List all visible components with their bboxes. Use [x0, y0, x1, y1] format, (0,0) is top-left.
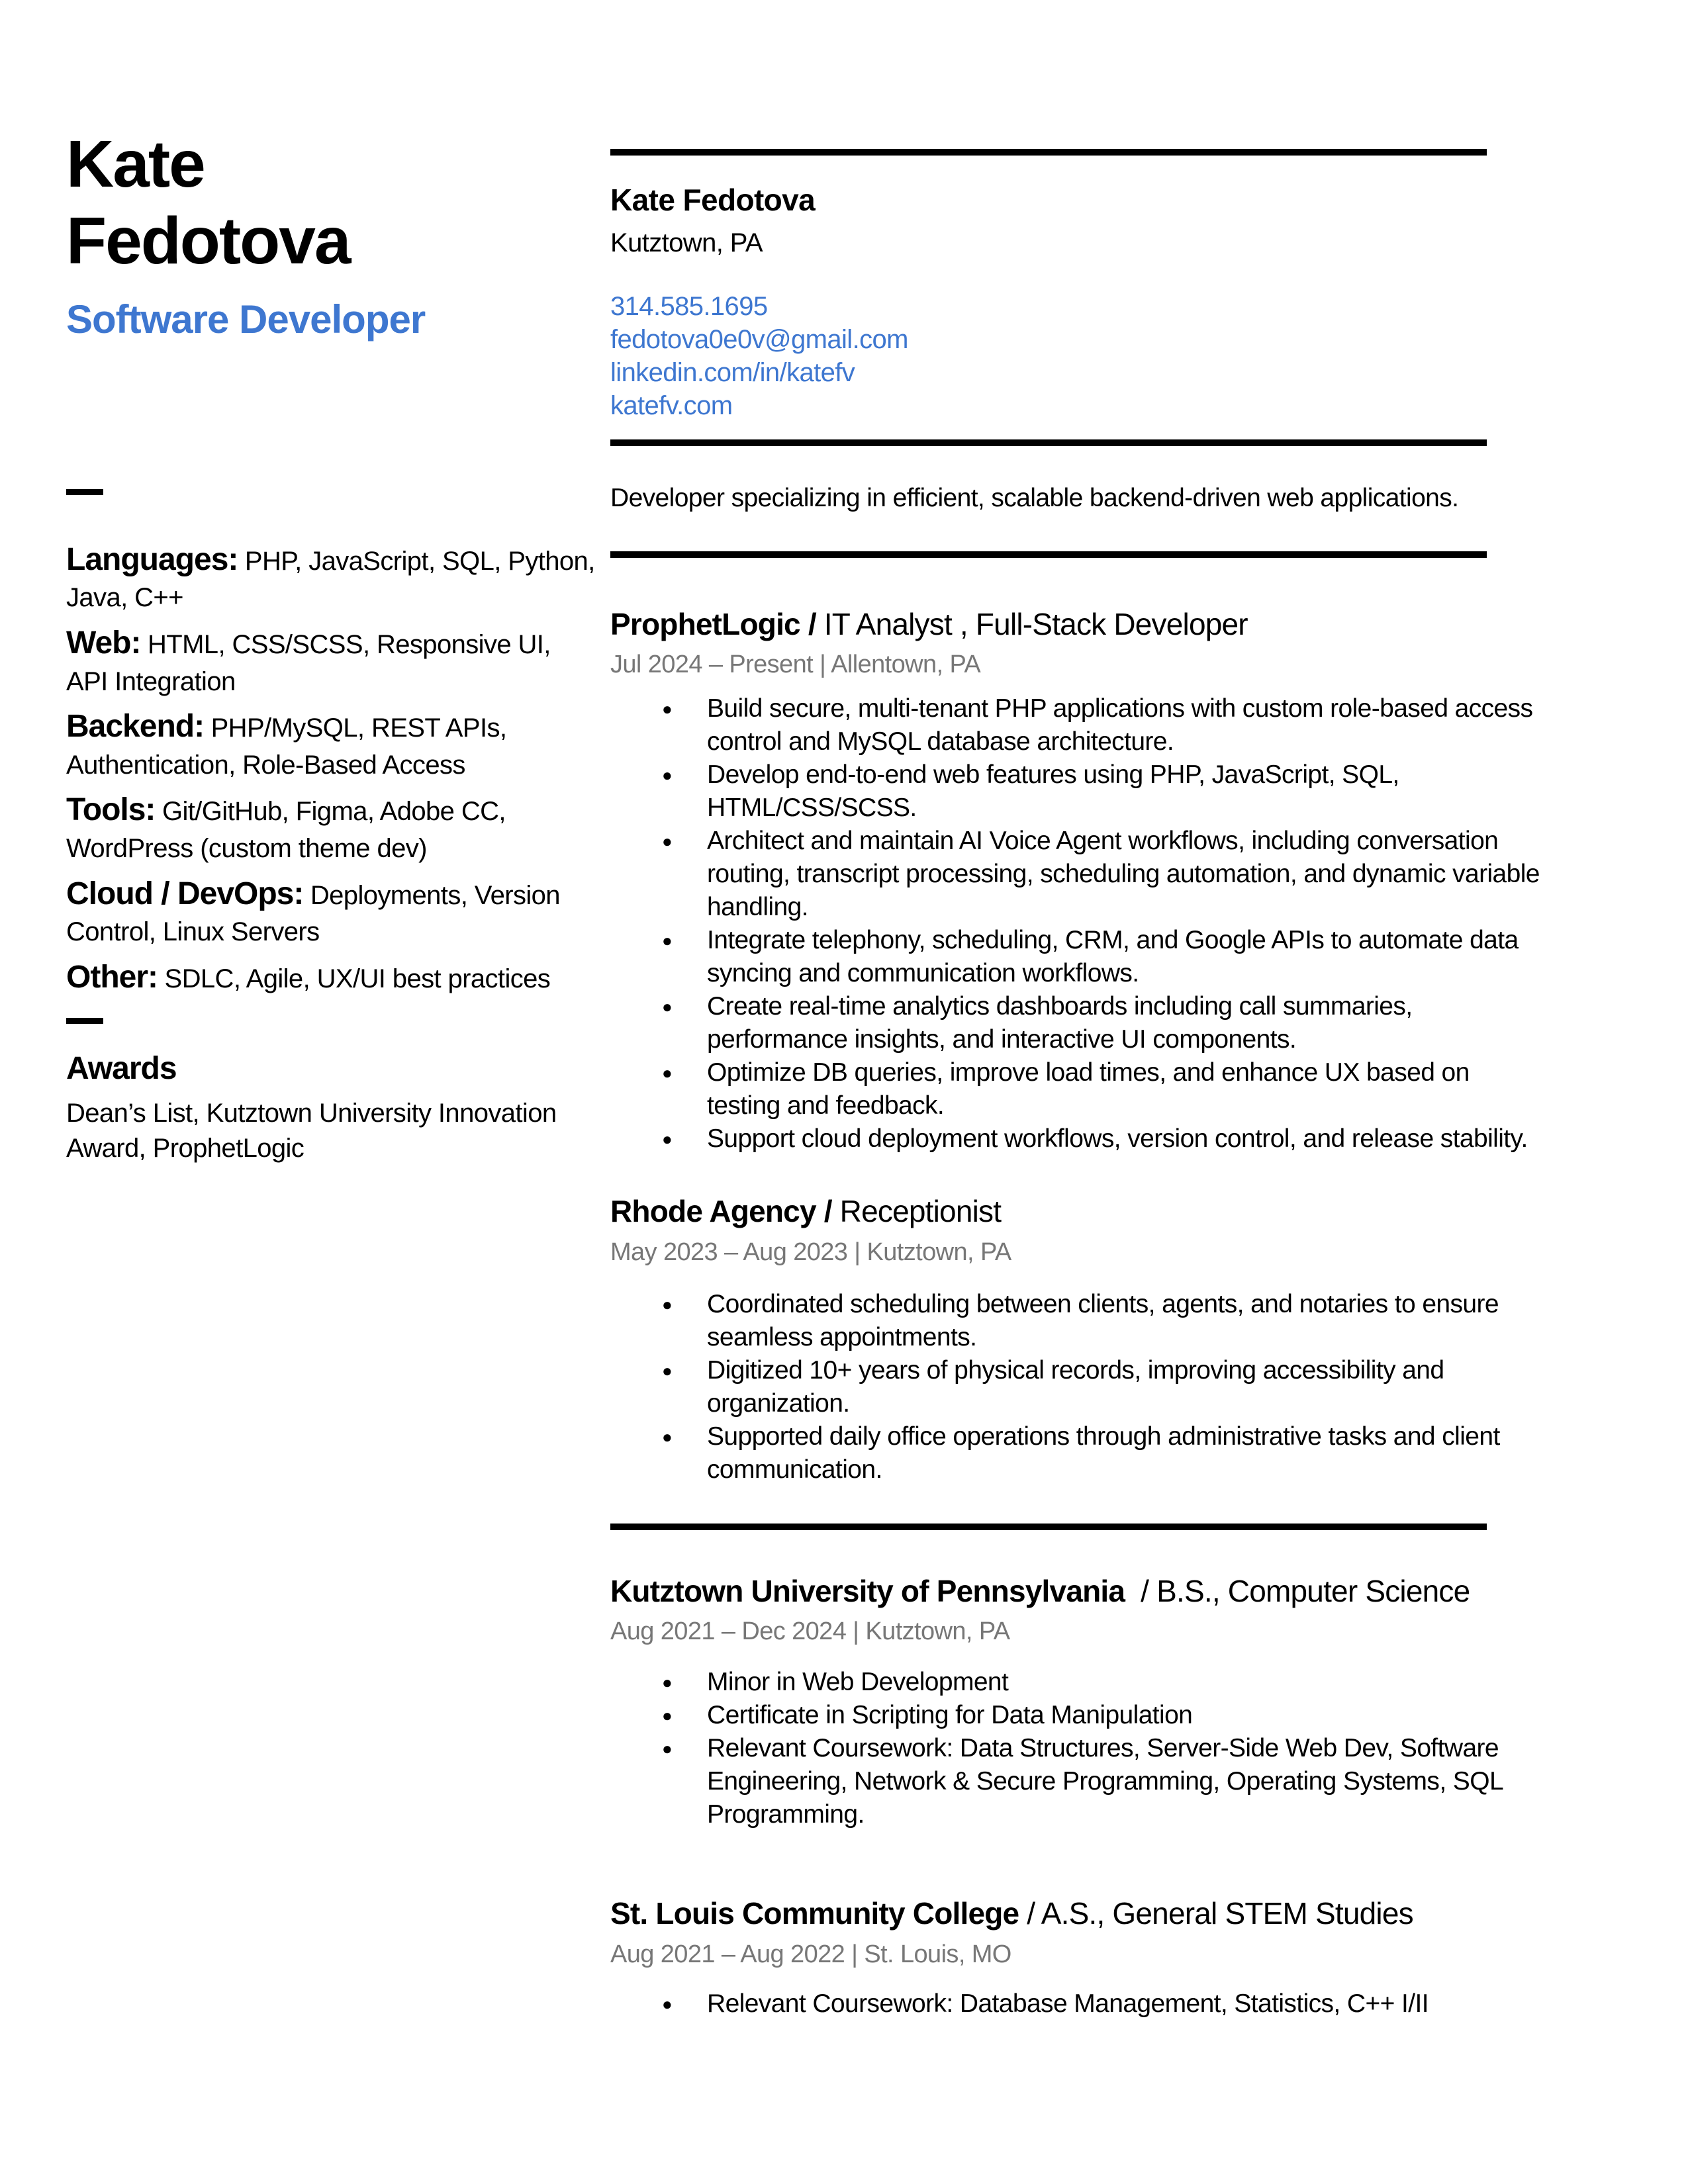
contact-name: Kate Fedotova: [610, 183, 816, 217]
experience-heading: [610, 1193, 1544, 1231]
bullet-item: ● Create real-time analytics dashboards including call summaries, performance insights, and interactive UI components.: [610, 990, 1544, 1056]
role-title: IT Analyst , Full-Stack Developer: [816, 606, 1248, 641]
skill-languages: [66, 539, 596, 615]
skill-text: PHP/MySQL, REST APIs, Authentication, Role-Based Access: [66, 713, 507, 780]
skill-text: HTML, CSS/SCSS, Responsive UI, API Integration: [66, 630, 551, 696]
education-meta: Aug 2021 – Aug 2022 | St. Louis, MO: [610, 1940, 1011, 1968]
skill-tools: [66, 789, 596, 866]
summary-text: Developer specializing in efficient, scalable backend-driven web applications.: [610, 484, 1459, 513]
experience-bullet-list: [610, 692, 1544, 1156]
experience-heading: [610, 606, 1544, 644]
awards-text: Dean’s List, Kutztown University Innovation Award, ProphetLogic: [66, 1099, 557, 1163]
last-name: Fedotova: [66, 204, 350, 278]
right-column: [610, 149, 1544, 2021]
education-bullet-list: [610, 1987, 1544, 2021]
name-heading: [66, 126, 596, 279]
bullet-item: ● Relevant Coursework: Data Structures, Server-Side Web Dev, Software Engineering, Network & Secure Programming, Operating Systems, SQL Programming.: [610, 1732, 1544, 1831]
skill-cloud-devops: [66, 873, 596, 950]
bullet-item: ● Build secure, multi-tenant PHP applications with custom role-based access control and MySQL database architecture.: [610, 692, 1544, 758]
bullet-item: ● Develop end-to-end web features using PHP, JavaScript, SQL, HTML/CSS/SCSS.: [610, 758, 1544, 825]
contact-top-rule: [610, 149, 1487, 156]
linkedin-link[interactable]: linkedin.com/in/katefv: [610, 358, 855, 388]
experience-meta: May 2023 – Aug 2023 | Kutztown, PA: [610, 1238, 1011, 1266]
skill-web: [66, 622, 596, 699]
skill-label: Other:: [66, 959, 158, 995]
degree-title: / B.S., Computer Science: [1125, 1573, 1470, 1608]
email-link[interactable]: fedotova0e0v@gmail.com: [610, 325, 908, 355]
education-bullet-list: [610, 1666, 1544, 1831]
skill-text: Git/GitHub, Figma, Adobe CC, WordPress (custom theme dev): [66, 797, 506, 863]
phone-link[interactable]: 314.585.1695: [610, 292, 768, 322]
skill-other: [66, 956, 596, 998]
bullet-item: ● Supported daily office operations through administrative tasks and client communication.: [610, 1420, 1544, 1486]
skills-section: [66, 539, 596, 998]
skill-backend: [66, 705, 596, 782]
education-heading: [610, 1572, 1544, 1611]
awards-heading: Awards: [66, 1051, 177, 1087]
skill-text: Deployments, Version Control, Linux Servers: [66, 880, 560, 946]
education-heading: [610, 1895, 1544, 1933]
school-name: Kutztown University of Pennsylvania: [610, 1573, 1125, 1608]
education-meta: Aug 2021 – Dec 2024 | Kutztown, PA: [610, 1617, 1010, 1646]
bullet-item: ● Integrate telephony, scheduling, CRM, and Google APIs to automate data syncing and communication workflows.: [610, 924, 1544, 990]
skill-text: SDLC, Agile, UX/UI best practices: [164, 964, 551, 993]
bullet-item: ● Relevant Coursework: Database Management, Statistics, C++ I/II: [610, 1987, 1544, 2021]
sidebar-divider-dash: [66, 1018, 103, 1024]
contact-bottom-rule: [610, 439, 1487, 446]
company-name: Rhode Agency /: [610, 1194, 832, 1229]
bullet-item: ● Digitized 10+ years of physical records, improving accessibility and organization.: [610, 1354, 1544, 1420]
school-name: St. Louis Community College: [610, 1896, 1019, 1931]
left-column: [66, 0, 596, 1166]
experience-bullet-list: [610, 1288, 1544, 1486]
skill-label: Languages:: [66, 542, 238, 577]
experience-meta: Jul 2024 – Present | Allentown, PA: [610, 651, 981, 679]
website-link[interactable]: katefv.com: [610, 391, 733, 421]
bullet-item: ● Optimize DB queries, improve load times, and enhance UX based on testing and feedback.: [610, 1056, 1544, 1122]
degree-title: / A.S., General STEM Studies: [1019, 1896, 1413, 1931]
role-title: Receptionist: [831, 1194, 1002, 1229]
skill-label: Web:: [66, 625, 141, 661]
education-section-rule: [610, 1524, 1487, 1530]
sidebar-divider-dash: [66, 489, 103, 495]
skill-label: Backend:: [66, 709, 205, 745]
company-name: ProphetLogic /: [610, 606, 816, 641]
contact-links: [610, 290, 1544, 422]
contact-location: Kutztown, PA: [610, 228, 763, 258]
bullet-item: ● Certificate in Scripting for Data Manipulation: [610, 1699, 1544, 1732]
bullet-item: ● Support cloud deployment workflows, version control, and release stability.: [610, 1122, 1544, 1156]
skill-label: Tools:: [66, 792, 156, 828]
first-name: Kate: [66, 127, 205, 201]
bullet-item: ● Architect and maintain AI Voice Agent workflows, including conversation routing, transcript processing, scheduling automation, and dynamic variable handling.: [610, 825, 1544, 924]
bullet-item: ● Minor in Web Development: [610, 1666, 1544, 1699]
job-title: Software Developer: [66, 297, 426, 341]
skill-label: Cloud / DevOps:: [66, 876, 304, 911]
bullet-item: ● Coordinated scheduling between clients, agents, and notaries to ensure seamless appointments.: [610, 1288, 1544, 1354]
skill-text: PHP, JavaScript, SQL, Python, Java, C++: [66, 547, 595, 613]
experience-section-rule: [610, 551, 1487, 558]
